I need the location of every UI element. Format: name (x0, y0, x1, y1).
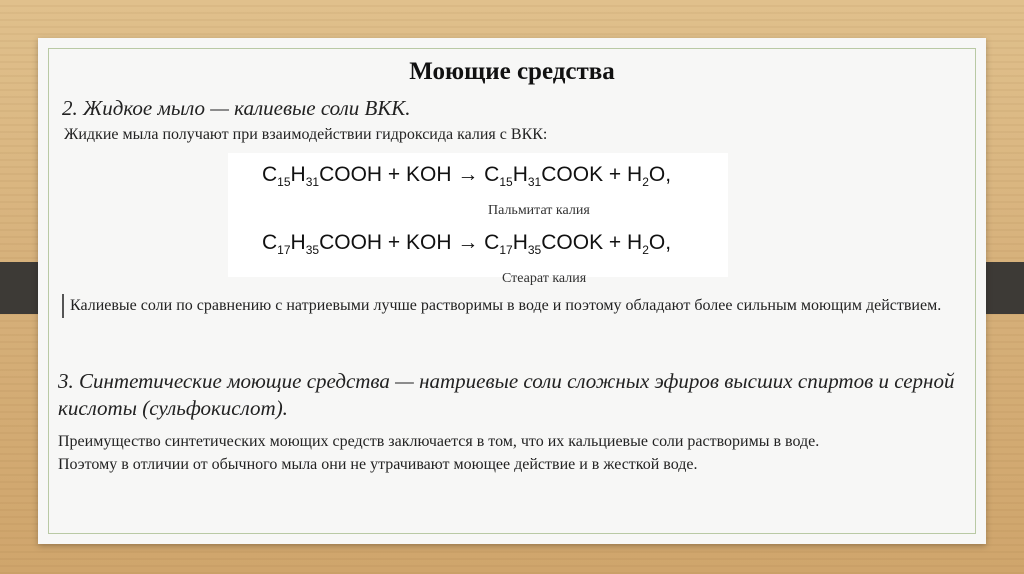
equation-stearate: $C_{17}H_{35}COOH$ + KOH → $C_{17}H_{35}COOK + H_2O$, (262, 231, 672, 258)
section3-text-line2: Поэтому в отличии от обычного мыла они не утрачивают моющее действие и в жесткой воде. (58, 456, 698, 473)
section3-text (58, 430, 973, 476)
reaction-arrow-icon: → (457, 231, 479, 254)
equation-palmitate: $C_{15}H_{31}COOH$ + KOH → $C_{15}H_{31}COOK + H_2O$, (262, 163, 672, 190)
slide (38, 38, 986, 544)
section2-intro: Жидкие мыла получают при взаимодействии гидроксида калия с ВКК: (64, 126, 548, 143)
reaction-arrow-icon: → (457, 163, 479, 186)
section3-text-line1: Преимущество синтетических моющих средств заключается в том, что их кальциевые соли растворимы в воде. (58, 433, 820, 450)
formula-image (228, 153, 728, 286)
caption-palmitate: Пальмитат калия (488, 203, 590, 218)
slide-title: Моющие средства (409, 58, 615, 85)
section2-note: Калиевые соли по сравнению с натриевыми лучше растворимы в воде и поэтому обладают более сильным моющим действием. (62, 294, 950, 318)
caption-stearate: Стеарат калия (502, 271, 587, 286)
section3-heading: 3. Синтетические моющие средства — натриевые соли сложных эфиров высших спиртов и серной кислоты (сульфокислот). (58, 369, 955, 420)
section2-heading: 2. Жидкое мыло — калиевые соли ВКК. (62, 96, 411, 120)
